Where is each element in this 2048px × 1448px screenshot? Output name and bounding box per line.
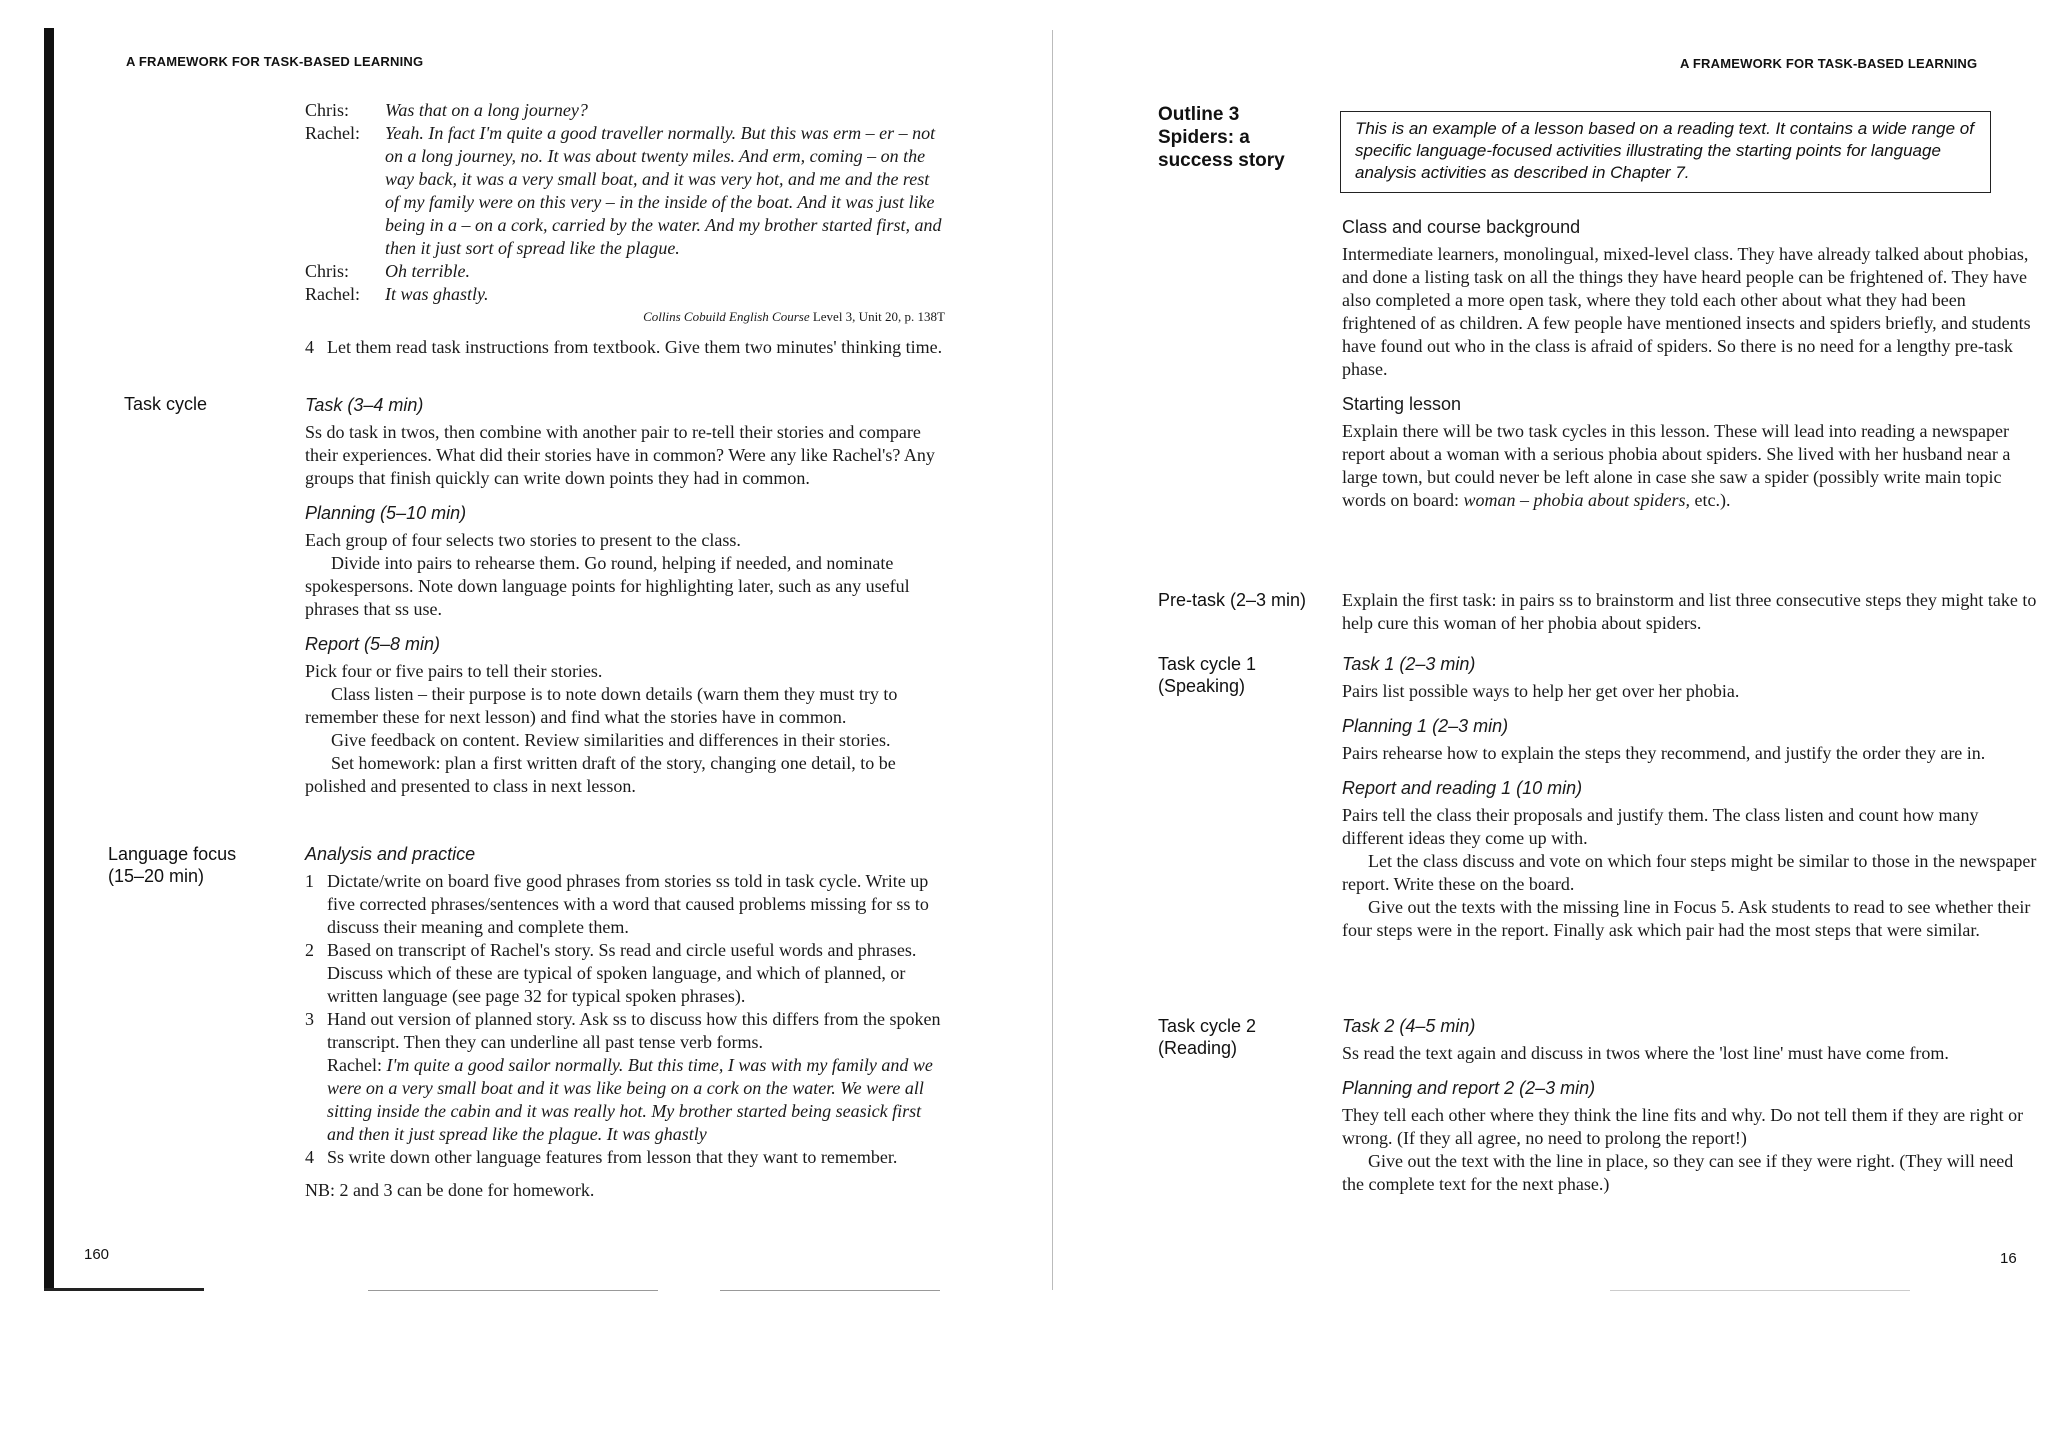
planning2-paragraph: They tell each other where they think the line fits and why. Do not tell them if they are right or wrong. (If they all agree, no need to prolong the report!) <box>1342 1105 2024 1148</box>
step-4 <box>305 336 945 359</box>
background-text: Intermediate learners, monolingual, mixed-level class. They have already talked about phobias, and done a listing task on all the things they have heard people can be frightened of. They have also completed a more open task, where they told each other about what they had been frightened of as children. A few people have mentioned insects and spiders briefly, and students have found out who in the class is afraid of spiders. So there is no need for a lengthy pre-task phase. <box>1342 244 2031 379</box>
dialogue-speaker: Chris: <box>305 100 350 120</box>
margin-label-language-focus: Language focus (15–20 min) <box>108 844 237 886</box>
dialogue-block <box>305 99 945 359</box>
report1-paragraph: Pairs tell the class their proposals and justify them. The class listen and count how many different ideas they come up with. <box>1342 805 1979 848</box>
running-head-right: A FRAMEWORK FOR TASK-BASED LEARNING <box>1680 56 1978 71</box>
task-cycle-1-section <box>1342 653 2038 942</box>
citation-reference: Level 3, Unit 20, p. 138T <box>812 309 945 324</box>
planning-paragraph: Divide into pairs to rehearse them. Go round, helping if needed, and nominate spokespersons. Note down language points for highlighting later, such as any useful phrases that ss use. <box>305 553 910 619</box>
analysis-item <box>305 939 945 1008</box>
dialogue-line <box>305 260 945 283</box>
dialogue-speaker: Rachel: <box>305 284 360 304</box>
planning-heading: Planning (5–10 min) <box>305 503 467 523</box>
source-citation <box>305 308 945 326</box>
dialogue-text: Oh terrible. <box>385 261 470 281</box>
language-focus-section <box>305 843 945 1202</box>
running-head-left: A FRAMEWORK FOR TASK-BASED LEARNING <box>126 54 424 69</box>
pretask-text: Explain the first task: in pairs ss to brainstorm and list three consecutive steps they might take to help cure this woman of her phobia about spiders. <box>1342 590 2037 633</box>
margin-label-task-cycle: Task cycle <box>124 394 208 414</box>
dialogue-speaker: Rachel: <box>305 123 360 143</box>
report-paragraph: Set homework: plan a first written draft of the story, changing one detail, to be polished and presented to class in next lesson. <box>305 753 896 796</box>
item-text: Based on transcript of Rachel's story. Ss read and circle useful words and phrases. Discuss which of these are typical of spoken language, and which of planned, or written language (see page 32 for typical spoken phrases). <box>327 940 917 1006</box>
item-text: Dictate/write on board five good phrases from stories ss told in task cycle. Write up five corrected phrases/sentences with a word that caused problems missing for ss to discuss their meaning and complete them. <box>327 871 929 937</box>
outline-title: Outline 3 Spiders: a success story <box>1158 104 1285 171</box>
pretask-section <box>1342 589 2038 635</box>
item-number: 3 <box>305 1009 314 1029</box>
right-page <box>1050 0 2048 1448</box>
task2-text: Ss read the text again and discuss in twos where the 'lost line' must have come from. <box>1342 1043 1949 1063</box>
dialogue-line <box>305 122 945 260</box>
step-number: 4 <box>305 337 314 357</box>
starting-text: Explain there will be two task cycles in this lesson. These will lead into reading a newspaper report about a woman with a serious phobia about spiders. She lived with her husband near a large town, but could never be left alone in case she saw a spider (possibly write main topic words on board: woman – phobia about spiders, etc.). <box>1342 421 2011 510</box>
item-text: Ss write down other language features from lesson that they want to remember. <box>327 1147 898 1167</box>
topic-words: woman – phobia about spiders, <box>1463 490 1690 510</box>
task-cycle-2-section <box>1342 1015 2038 1196</box>
page-number-right: 16 <box>2000 1250 2017 1267</box>
analysis-item <box>305 1146 945 1169</box>
bottom-divider <box>1610 1290 1910 1291</box>
dialogue-speaker: Chris: <box>305 261 350 281</box>
report1-paragraph: Give out the texts with the missing line in Focus 5. Ask students to read to see whether their four steps were in the report. Finally ask which pair had the most steps that were similar. <box>1342 897 2031 940</box>
planning1-heading: Planning 1 (2–3 min) <box>1342 716 1509 736</box>
task2-heading: Task 2 (4–5 min) <box>1342 1016 1476 1036</box>
item-number: 1 <box>305 871 314 891</box>
nb-note: NB: 2 and 3 can be done for homework. <box>305 1180 595 1200</box>
citation-title: Collins Cobuild English Course <box>643 309 810 324</box>
report-paragraph: Give feedback on content. Review similarities and differences in their stories. <box>331 730 891 750</box>
analysis-item <box>305 1008 945 1146</box>
planning1-text: Pairs rehearse how to explain the steps they recommend, and justify the order they are in. <box>1342 743 1986 763</box>
margin-label-pretask: Pre-task (2–3 min) <box>1158 590 1307 610</box>
task1-text: Pairs list possible ways to help her get over her phobia. <box>1342 681 1740 701</box>
task-heading: Task (3–4 min) <box>305 395 424 415</box>
background-heading: Class and course background <box>1342 217 1581 237</box>
bottom-divider <box>720 1290 940 1291</box>
task-text: Ss do task in twos, then combine with another pair to re-tell their stories and compare their experiences. What did their stories have in common? Were any like Rachel's? Any groups that finish quickly can write down points they had in common. <box>305 422 935 488</box>
report-paragraph: Class listen – their purpose is to note down details (warn them they must try to remember these for next lesson) and find what the stories have in common. <box>305 684 898 727</box>
starting-heading: Starting lesson <box>1342 394 1462 414</box>
dialogue-line <box>305 99 945 122</box>
report-paragraph: Pick four or five pairs to tell their stories. <box>305 661 603 681</box>
step-text: Let them read task instructions from textbook. Give them two minutes' thinking time. <box>327 337 943 357</box>
planning2-heading: Planning and report 2 (2–3 min) <box>1342 1078 1596 1098</box>
margin-label-task-cycle-2: Task cycle 2 (Reading) <box>1158 1016 1257 1058</box>
page-number-left: 160 <box>84 1246 110 1263</box>
dialogue-text: Yeah. In fact I'm quite a good traveller normally. But this was erm – er – not on a long journey, no. It was about twenty miles. And erm, coming – on the way back, it was a very small boat, and it was very hot, and me and the rest of my family were on this very – in the inside of the boat. And it was just like being in a – on a cork, carried by the water. And my brother started first, and then it just sort of spread like the plague. <box>385 123 942 258</box>
intro-box: This is an example of a lesson based on a reading text. It contains a wide range of specific language-focused activities illustrating the starting points for language analysis activities as described in Chapter 7. <box>1340 111 1991 193</box>
report-heading: Report (5–8 min) <box>305 634 441 654</box>
dialogue-text: Was that on a long journey? <box>385 100 588 120</box>
item-number: 4 <box>305 1147 314 1167</box>
dialogue-line <box>305 283 945 306</box>
task-cycle-section <box>305 394 945 798</box>
margin-label-task-cycle-1: Task cycle 1 (Speaking) <box>1158 654 1257 696</box>
planning-paragraph: Each group of four selects two stories to present to the class. <box>305 530 741 550</box>
quote-speaker: Rachel: <box>327 1055 382 1075</box>
bottom-rule <box>44 1288 204 1291</box>
background-section <box>1342 216 2038 512</box>
task1-heading: Task 1 (2–3 min) <box>1342 654 1476 674</box>
binding-bar <box>44 28 54 1290</box>
item-text: Hand out version of planned story. Ask ss to discuss how this differs from the spoken transcript. Then they can underline all past tense verb forms. <box>327 1009 941 1052</box>
planning2-paragraph: Give out the text with the line in place, so they can see if they were right. (They will need the complete text for the next phase.) <box>1342 1151 2014 1194</box>
bottom-divider <box>368 1290 658 1291</box>
report1-paragraph: Let the class discuss and vote on which four steps might be similar to those in the newspaper report. Write these on the board. <box>1342 851 2037 894</box>
analysis-item <box>305 870 945 939</box>
quote-text: I'm quite a good sailor normally. But this time, I was with my family and we were on a very small boat and it was like being on a cork on the water. We were all sitting inside the cabin and it was really hot. My brother started being seasick first and then it just spread like the plague. It was ghastly <box>327 1055 933 1144</box>
dialogue-text: It was ghastly. <box>385 284 489 304</box>
analysis-heading: Analysis and practice <box>305 844 476 864</box>
item-number: 2 <box>305 940 314 960</box>
report1-heading: Report and reading 1 (10 min) <box>1342 778 1583 798</box>
